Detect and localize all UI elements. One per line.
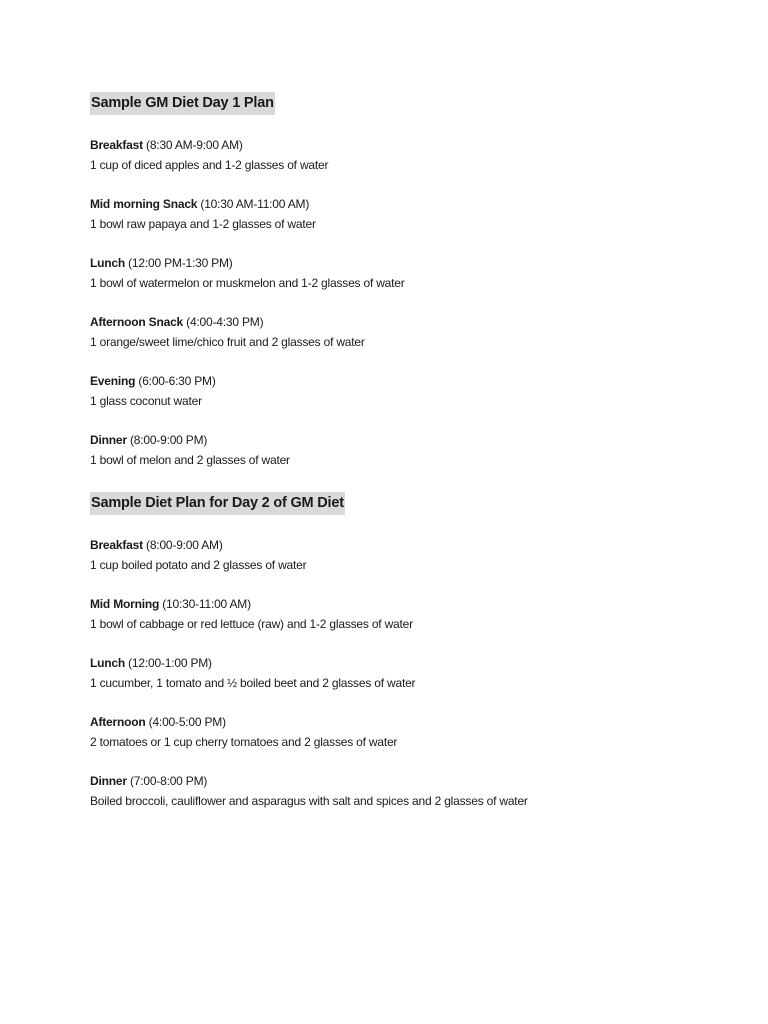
meal-mid-morning-snack (90, 194, 740, 234)
meal-mid-morning (90, 594, 740, 634)
meal-time: (4:00-5:00 PM) (145, 715, 226, 729)
meal-time: (7:00-8:00 PM) (126, 774, 208, 788)
meal-name: Breakfast (90, 538, 143, 552)
meal-name: Lunch (90, 656, 125, 670)
meal-description: 1 bowl of melon and 2 glasses of water (90, 453, 290, 467)
meal-name: Mid Morning (90, 597, 160, 611)
meal-time: (10:30-11:00 AM) (159, 597, 251, 611)
meal-name: Afternoon Snack (90, 315, 184, 329)
meal-time: (8:00-9:00 PM) (126, 433, 208, 447)
meal-time: (8:00-9:00 AM) (142, 538, 223, 552)
meal-description: 1 bowl of watermelon or muskmelon and 1-2 glasses of water (90, 276, 405, 290)
meal-description: 1 bowl of cabbage or red lettuce (raw) and 1-2 glasses of water (90, 617, 413, 631)
meal-description: 1 cucumber, 1 tomato and ½ boiled beet and 2 glasses of water (90, 676, 416, 690)
meal-lunch (90, 253, 740, 293)
meal-evening (90, 371, 740, 411)
meal-dinner (90, 771, 740, 811)
meal-time: (8:30 AM-9:00 AM) (142, 138, 243, 152)
meal-name: Dinner (90, 433, 127, 447)
meal-breakfast (90, 535, 740, 575)
meal-dinner (90, 430, 740, 470)
meal-name: Breakfast (90, 138, 143, 152)
meal-afternoon (90, 712, 740, 752)
meal-description: Boiled broccoli, cauliflower and asparagus with salt and spices and 2 glasses of water (90, 794, 528, 808)
meal-description: 1 bowl raw papaya and 1-2 glasses of water (90, 217, 316, 231)
meal-afternoon-snack (90, 312, 740, 352)
meal-time: (12:00-1:00 PM) (125, 656, 212, 670)
meal-name: Afternoon (90, 715, 146, 729)
meal-description: 1 cup boiled potato and 2 glasses of water (90, 558, 307, 572)
meal-description: 1 orange/sweet lime/chico fruit and 2 glasses of water (90, 335, 365, 349)
meal-breakfast (90, 135, 740, 175)
meal-name: Dinner (90, 774, 127, 788)
day-2-section (90, 492, 740, 811)
document-body (90, 92, 740, 811)
meal-description: 2 tomatoes or 1 cup cherry tomatoes and 2 glasses of water (90, 735, 398, 749)
meal-name: Mid morning Snack (90, 197, 198, 211)
meal-time: (10:30 AM-11:00 AM) (197, 197, 310, 211)
meal-lunch (90, 653, 740, 693)
day-1-section (90, 92, 740, 470)
meal-name: Lunch (90, 256, 125, 270)
meal-description: 1 cup of diced apples and 1-2 glasses of water (90, 158, 329, 172)
meal-description: 1 glass coconut water (90, 394, 202, 408)
meal-name: Evening (90, 374, 136, 388)
section-heading: Sample Diet Plan for Day 2 of GM Diet (90, 492, 345, 515)
section-heading: Sample GM Diet Day 1 Plan (90, 92, 275, 115)
meal-time: (4:00-4:30 PM) (183, 315, 264, 329)
meal-time: (12:00 PM-1:30 PM) (125, 256, 233, 270)
meal-time: (6:00-6:30 PM) (135, 374, 216, 388)
